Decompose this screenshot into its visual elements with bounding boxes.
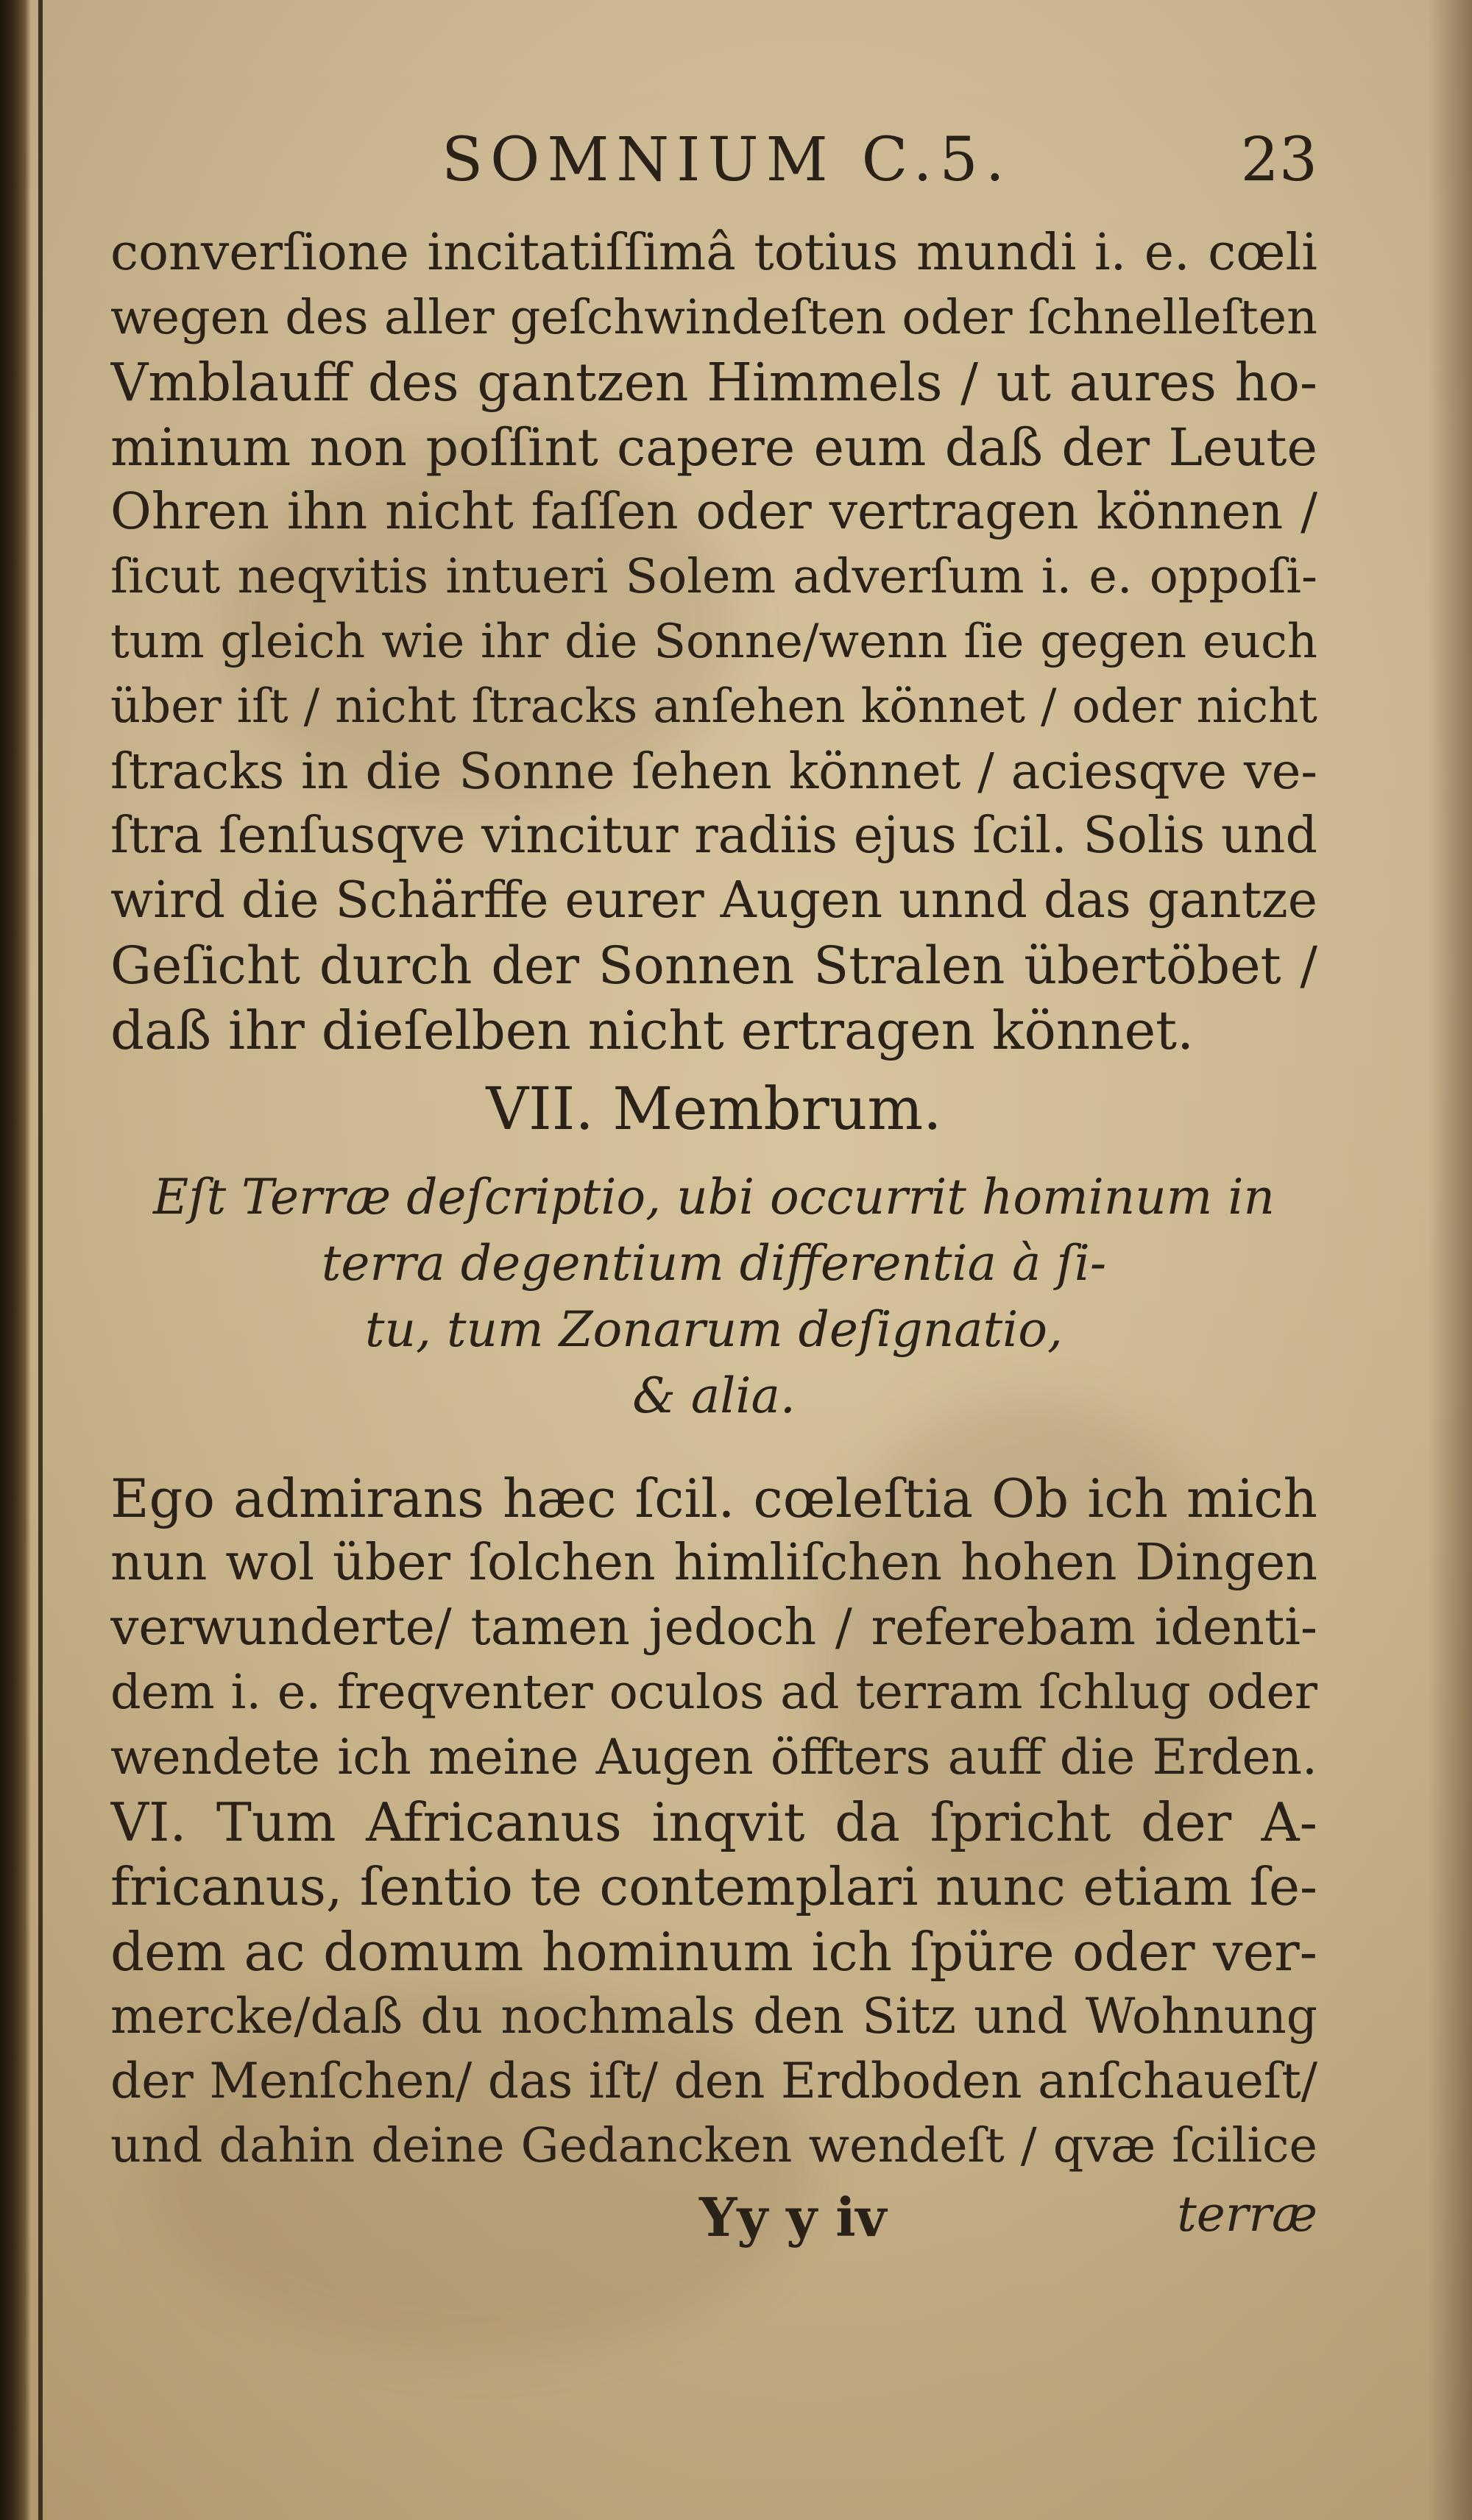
binding-shadow bbox=[0, 0, 31, 2520]
text-line: mercke/daß du nochmals den Sitz und Wohnung bbox=[110, 1988, 1317, 2045]
text-line: dem ac domum hominum ich ſpüre oder ver- bbox=[110, 1921, 1317, 1983]
text-line: Ohren ihn nicht faſſen oder vertragen können / bbox=[110, 483, 1317, 541]
text-line: wird die Schärffe eurer Augen unnd das gantze bbox=[110, 871, 1317, 930]
paragraph-bottom bbox=[110, 1466, 1317, 2179]
text-line: ſicut neqvitis intueri Solem adverſum i. e. oppoſi- bbox=[110, 549, 1317, 604]
running-title: SOMNIUM C.5. bbox=[442, 125, 1012, 195]
text-line: dem i. e. freqventer oculos ad terram ſchlug oder bbox=[110, 1665, 1317, 1720]
text-line: verwunderte/ tamen jedoch / referebam identi- bbox=[110, 1599, 1317, 1657]
text-line: minum non poſſint capere eum daß der Leute bbox=[110, 417, 1317, 478]
text-line: der Menſchen/ das iſt/ den Erdboden anſchaueſt/ bbox=[110, 2053, 1317, 2109]
summary-line: & alia. bbox=[632, 1367, 796, 1424]
summary-line: tu, tum Zonarum deſignatio, bbox=[365, 1301, 1063, 1358]
page-footer bbox=[110, 2186, 1317, 2259]
text-line: Vmblauff des gantzen Himmels / ut aures ho- bbox=[110, 352, 1317, 413]
text-block bbox=[110, 110, 1317, 2259]
section-heading: VII. Membrum. bbox=[486, 1075, 942, 1143]
catchword: terræ bbox=[1177, 2186, 1317, 2243]
text-line: fricanus, ſentio te contemplari nunc etiam ſe- bbox=[110, 1856, 1317, 1917]
section-summary bbox=[110, 1164, 1317, 1429]
text-line: wegen des aller geſchwindeſten oder ſchnelleſten bbox=[110, 290, 1317, 345]
text-line: converſione incitatiſſimâ totius mundi i. e. cœli bbox=[110, 224, 1317, 282]
summary-line: Eſt Terræ deſcriptio, ubi occurrit hominum in bbox=[153, 1169, 1275, 1225]
signature-mark: Yy y iv bbox=[699, 2186, 887, 2248]
text-line: Ego admirans hæc ſcil. cœleſtia Ob ich mich bbox=[110, 1468, 1317, 1529]
page-number: 23 bbox=[1240, 125, 1317, 195]
text-line: VI. Tum Africanus inqvit da ſpricht der A- bbox=[110, 1791, 1317, 1853]
text-line: und dahin deine Gedancken wendeſt / qvæ ſcilice bbox=[110, 2118, 1317, 2173]
text-line: Geſicht durch der Sonnen Stralen übertöbet / bbox=[110, 935, 1317, 996]
spacer bbox=[110, 1429, 1317, 1466]
text-line: daß ihr dieſelben nicht ertragen könnet. bbox=[110, 999, 1194, 1061]
text-line: nun wol über ſolchen himliſchen hohen Dingen bbox=[110, 1534, 1317, 1592]
text-line: tum gleich wie ihr die Sonne/wenn ſie gegen euch bbox=[110, 615, 1317, 669]
binding-line bbox=[38, 0, 43, 2520]
text-line: ſtra ſenſusqve vincitur radiis ejus ſcil. Solis und bbox=[110, 807, 1317, 865]
paragraph-top bbox=[110, 221, 1317, 1063]
text-line: ſtracks in die Sonne ſehen könnet / aciesqve ve- bbox=[110, 743, 1317, 800]
running-head bbox=[110, 110, 1317, 221]
summary-line: terra degentium differentia à ſi- bbox=[321, 1235, 1107, 1292]
text-line: wendete ich meine Augen öffters auff die Erden. bbox=[110, 1729, 1317, 1785]
text-line: über iſt / nicht ſtracks anſehen könnet / oder nicht bbox=[110, 679, 1317, 734]
page-edge-shadow bbox=[1428, 0, 1472, 2520]
